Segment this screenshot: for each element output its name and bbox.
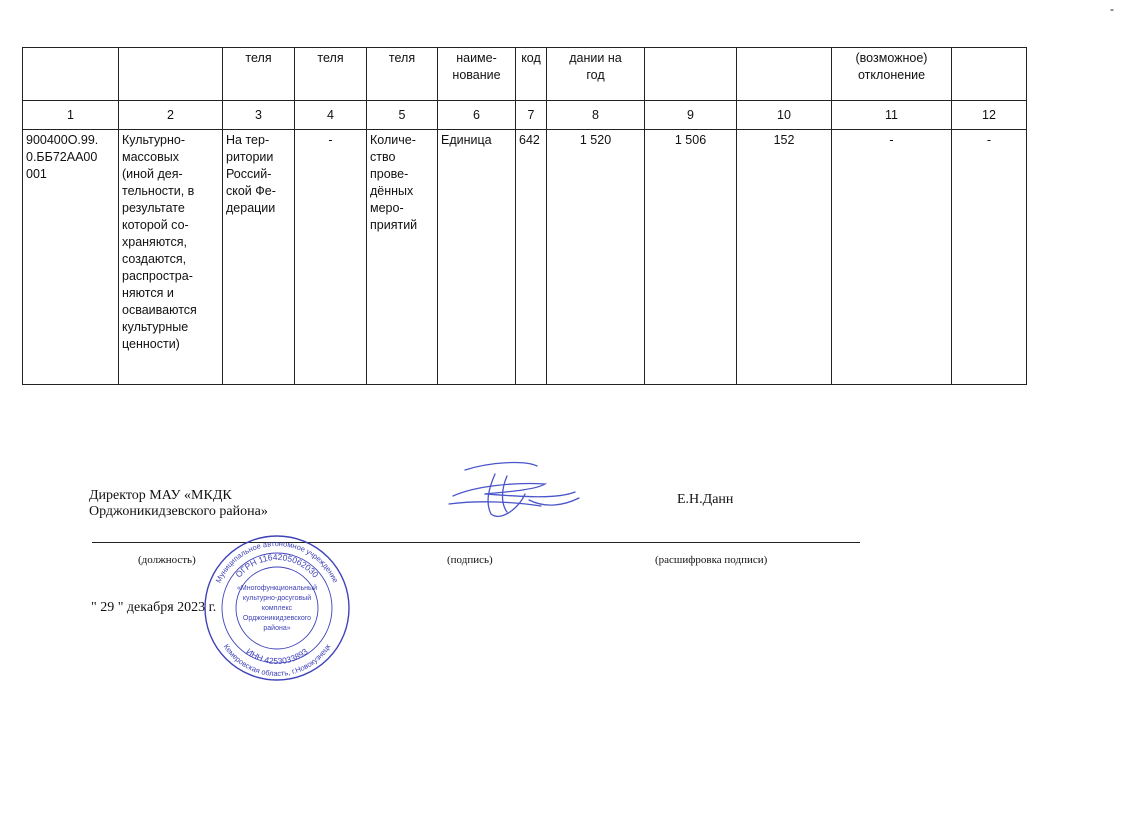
service-content-cell: Культурно- массовых (иной дея- тельности, в результате которой со- храняются, создаются, распростра- няются и осваиваются культурные ценности) — [119, 130, 223, 385]
approved-value-cell: 1 520 — [547, 130, 645, 385]
column-number-cell: 11 — [832, 101, 952, 130]
unit-code-cell: 642 — [516, 130, 547, 385]
header-cell — [737, 48, 832, 101]
header-row — [23, 48, 1027, 101]
official-stamp — [202, 533, 352, 683]
column-number-cell: 9 — [645, 101, 737, 130]
header-cell: теля — [367, 48, 438, 101]
director-position-line2: Орджоникидзевского района» — [89, 504, 268, 519]
caption-position: (должность) — [138, 554, 196, 566]
reason-cell: - — [952, 130, 1027, 385]
stamp-center-line: комплекс — [261, 605, 293, 612]
stamp-center-line: района» — [263, 625, 291, 632]
column-number-cell: 7 — [516, 101, 547, 130]
header-cell — [23, 48, 119, 101]
stamp-center-line: «Многофункциональный — [237, 585, 317, 592]
column-number-cell: 8 — [547, 101, 645, 130]
corner-dash-mark: - — [1110, 2, 1114, 16]
signature-decoding: Е.Н.Данн — [677, 492, 734, 507]
stamp-inn-text: ИНН 4253033893 — [244, 646, 310, 667]
deviation-cell: - — [832, 130, 952, 385]
col4-cell: - — [295, 130, 367, 385]
condition-cell: На тер- ритории Россий- ской Фе- дерации — [223, 130, 295, 385]
column-number-cell: 1 — [23, 101, 119, 130]
report-table — [22, 47, 1027, 385]
header-cell: теля — [223, 48, 295, 101]
stamp-ogrn-text: ОГРН 1164205062030 — [233, 551, 321, 580]
header-cell: дании на год — [547, 48, 645, 101]
header-cell — [645, 48, 737, 101]
column-number-cell: 12 — [952, 101, 1027, 130]
caption-signature: (подпись) — [447, 554, 493, 566]
stamp-center-line: Орджоникидзевского — [242, 615, 312, 622]
header-cell: код — [516, 48, 547, 101]
column-number-cell: 10 — [737, 101, 832, 130]
document-date: " 29 " декабря 2023 г. — [91, 600, 217, 615]
unit-name-cell: Единица — [438, 130, 516, 385]
column-number-cell: 2 — [119, 101, 223, 130]
header-cell — [119, 48, 223, 101]
stamp-outer-bottom-text: Кемеровская область, г.Новокузнецк — [221, 642, 333, 679]
indicator-name-cell: Количе- ство прове- дённых меро- приятий — [367, 130, 438, 385]
director-position — [89, 488, 268, 520]
actual-value-cell: 1 506 — [645, 130, 737, 385]
stamp-center-line: культурно-досуговый — [242, 595, 312, 602]
column-number-row — [23, 101, 1027, 130]
header-cell: (возможное) отклонение — [832, 48, 952, 101]
registry-code-cell: 900400О.99. 0.ББ72АА00 001 — [23, 130, 119, 385]
column-number-cell: 4 — [295, 101, 367, 130]
allowed-deviation-cell: 152 — [737, 130, 832, 385]
column-number-cell: 3 — [223, 101, 295, 130]
header-cell — [952, 48, 1027, 101]
table-row — [23, 130, 1027, 385]
header-cell: наиме- нование — [438, 48, 516, 101]
stamp-outer-top-text: Муниципальное автономное учреждение — [213, 538, 341, 585]
column-number-cell: 5 — [367, 101, 438, 130]
director-position-line1: Директор МАУ «МКДК — [89, 488, 232, 503]
caption-decoding: (расшифровка подписи) — [655, 554, 768, 566]
column-number-cell: 6 — [438, 101, 516, 130]
handwritten-signature — [445, 456, 585, 526]
header-cell: теля — [295, 48, 367, 101]
